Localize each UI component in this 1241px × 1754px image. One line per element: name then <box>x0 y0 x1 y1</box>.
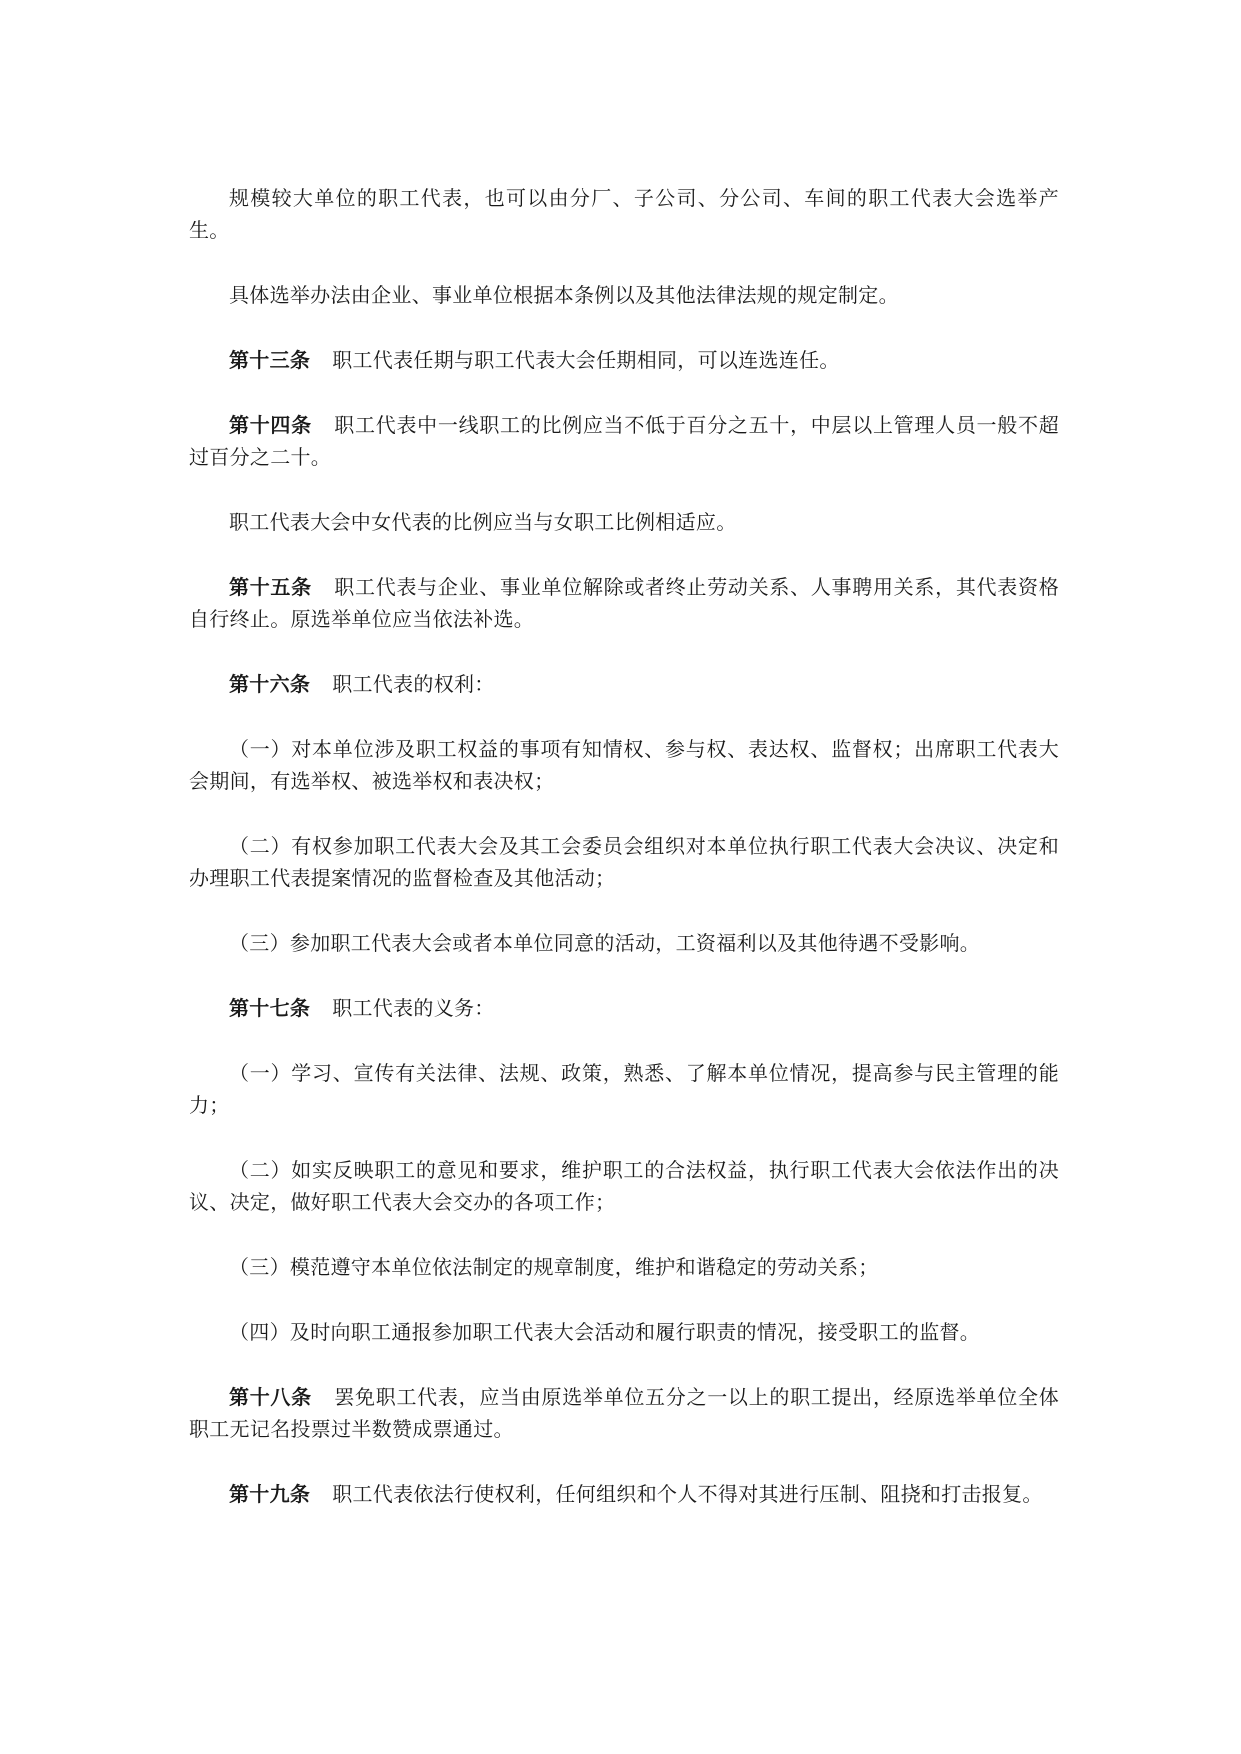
paragraph <box>189 1251 1059 1283</box>
article-number: 第十七条 <box>229 996 311 1020</box>
article-number: 第十八条 <box>229 1385 312 1409</box>
paragraph-text: 职工代表中一线职工的比例应当不低于百分之五十，中层以上管理人员一般不超过百分之二十。 <box>189 413 1059 469</box>
article-number: 第十九条 <box>229 1482 311 1506</box>
paragraph <box>189 830 1059 894</box>
paragraph-text: 职工代表与企业、事业单位解除或者终止劳动关系、人事聘用关系，其代表资格自行终止。原选举单位应当依法补选。 <box>189 575 1059 631</box>
paragraph-text: 职工代表的权利： <box>332 672 495 696</box>
article-number: 第十六条 <box>229 672 311 696</box>
paragraph-text: 职工代表依法行使权利，任何组织和个人不得对其进行压制、阻挠和打击报复。 <box>332 1482 1043 1506</box>
paragraph <box>189 927 1059 959</box>
paragraph-text: （二）有权参加职工代表大会及其工会委员会组织对本单位执行职工代表大会决议、决定和办理职工代表提案情况的监督检查及其他活动； <box>189 834 1059 890</box>
paragraph <box>189 668 1059 700</box>
paragraph-text: 职工代表大会中女代表的比例应当与女职工比例相适应。 <box>229 510 737 534</box>
article-number: 第十三条 <box>229 348 311 372</box>
paragraph <box>189 992 1059 1024</box>
paragraph <box>189 409 1059 473</box>
paragraph <box>189 571 1059 635</box>
paragraph <box>189 1478 1059 1510</box>
paragraph <box>189 506 1059 538</box>
article-number: 第十四条 <box>229 413 312 437</box>
paragraph <box>189 344 1059 376</box>
paragraph-text: （四）及时向职工通报参加职工代表大会活动和履行职责的情况，接受职工的监督。 <box>229 1320 981 1344</box>
paragraph-text: （三）模范遵守本单位依法制定的规章制度，维护和谐稳定的劳动关系； <box>229 1255 879 1279</box>
paragraph <box>189 1381 1059 1445</box>
paragraph <box>189 182 1059 246</box>
paragraph-text: （一）学习、宣传有关法律、法规、政策，熟悉、了解本单位情况，提高参与民主管理的能力； <box>189 1061 1059 1117</box>
paragraph-text: 职工代表的义务： <box>332 996 495 1020</box>
paragraph-text: （二）如实反映职工的意见和要求，维护职工的合法权益，执行职工代表大会依法作出的决议、决定，做好职工代表大会交办的各项工作； <box>189 1158 1059 1214</box>
paragraph-text: 罢免职工代表，应当由原选举单位五分之一以上的职工提出，经原选举单位全体职工无记名投票过半数赞成票通过。 <box>189 1385 1059 1441</box>
article-number: 第十五条 <box>229 575 312 599</box>
paragraph-text: 规模较大单位的职工代表，也可以由分厂、子公司、分公司、车间的职工代表大会选举产生。 <box>189 186 1059 242</box>
paragraph <box>189 1154 1059 1218</box>
paragraph-text: （三）参加职工代表大会或者本单位同意的活动，工资福利以及其他待遇不受影响。 <box>229 931 981 955</box>
paragraph <box>189 1316 1059 1348</box>
document-page <box>189 182 1059 1543</box>
paragraph-text: 具体选举办法由企业、事业单位根据本条例以及其他法律法规的规定制定。 <box>229 283 899 307</box>
paragraph-text: （一）对本单位涉及职工权益的事项有知情权、参与权、表达权、监督权；出席职工代表大会期间，有选举权、被选举权和表决权； <box>189 737 1059 793</box>
paragraph <box>189 279 1059 311</box>
paragraph <box>189 733 1059 797</box>
paragraph <box>189 1057 1059 1121</box>
paragraph-text: 职工代表任期与职工代表大会任期相同，可以连选连任。 <box>332 348 840 372</box>
